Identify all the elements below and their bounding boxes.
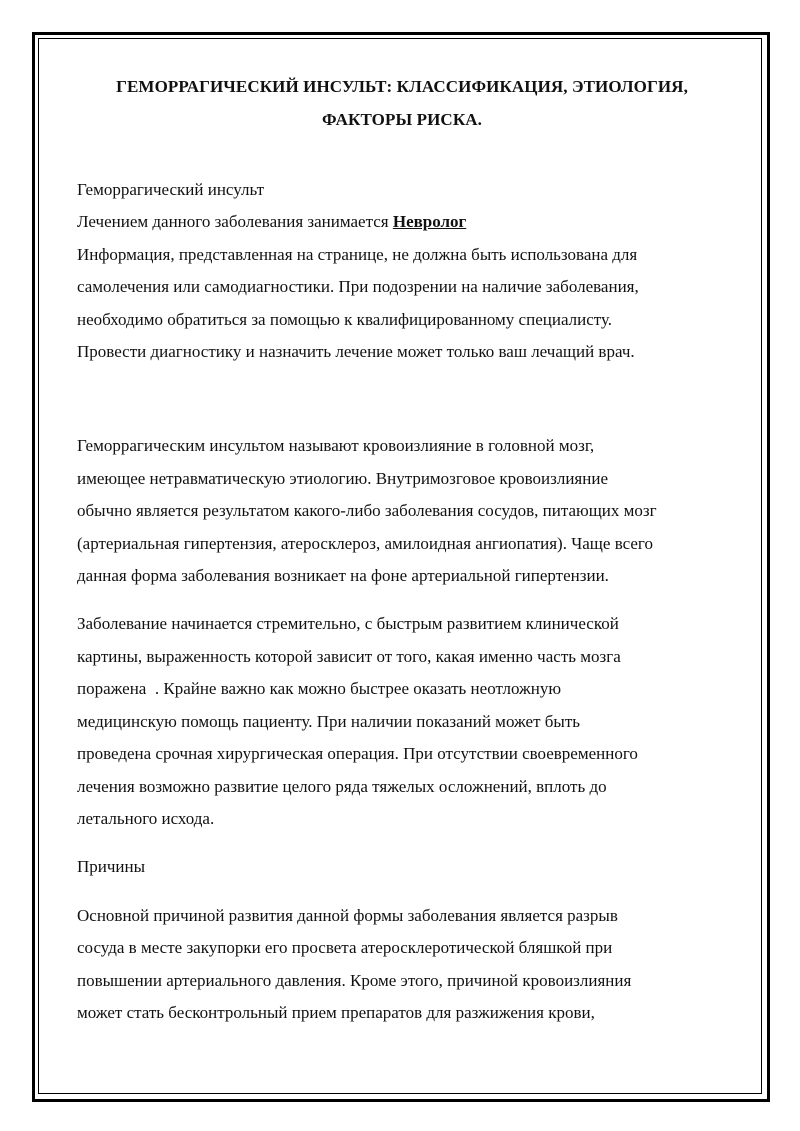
disclaimer-line: Информация, представленная на странице, не должна быть использована для [77, 244, 638, 264]
spacer [77, 368, 727, 430]
causes-heading: Причины [77, 857, 146, 877]
specialist-line [77, 206, 727, 238]
text-line: Геморрагическим инсультом называют кровоизлияние в головной мозг, [77, 436, 595, 456]
text-line: Заболевание начинается стремительно, с быстрым развитием клинической [77, 614, 619, 634]
disclaimer-line: самолечения или самодиагностики. При подозрении на наличие заболевания, [77, 277, 639, 297]
text-line: поражена . Крайне важно как можно быстрее оказать неотложную [77, 679, 562, 699]
specialist-link[interactable]: Невролог [392, 212, 467, 232]
text-line: летального исхода. [77, 808, 215, 828]
paragraph-onset [77, 608, 727, 835]
title-line-1: ГЕМОРРАГИЧЕСКИЙ ИНСУЛЬТ: КЛАССИФИКАЦИЯ, ЭТИОЛОГИЯ, [116, 77, 688, 96]
document-title [77, 70, 727, 136]
intro-block [77, 174, 727, 368]
text-line: данная форма заболевания возникает на фоне артериальной гипертензии. [77, 566, 609, 586]
text-line: лечения возможно развитие целого ряда тяжелых осложнений, вплоть до [77, 776, 607, 796]
text-line: проведена срочная хирургическая операция. При отсутствии своевременного [77, 744, 638, 764]
text-line: повышении артериального давления. Кроме этого, причиной кровоизлияния [77, 970, 632, 990]
specialist-prefix: Лечением данного заболевания занимается [77, 212, 393, 232]
text-line: может стать бесконтрольный прием препаратов для разжижения крови, [77, 1002, 595, 1022]
intro-heading: Геморрагический инсульт [77, 180, 265, 199]
title-line-2: ФАКТОРЫ РИСКА. [322, 110, 482, 129]
disclaimer-line: Провести диагностику и назначить лечение может только ваш лечащий врач. [77, 342, 635, 362]
spacer [77, 835, 727, 851]
text-line: имеющее нетравматическую этиологию. Внутримозговое кровоизлияние [77, 468, 608, 488]
disclaimer-line: необходимо обратиться за помощью к квалифицированному специалисту. [77, 309, 613, 329]
spacer [77, 884, 727, 900]
paragraph-definition [77, 430, 727, 592]
document-body [77, 70, 727, 1029]
section-heading-causes [77, 851, 727, 883]
paragraph-causes [77, 900, 727, 1030]
text-line: (артериальная гипертензия, атеросклероз, амилоидная ангиопатия). Чаще всего [77, 533, 653, 553]
text-line: медицинскую помощь пациенту. При наличии показаний может быть [77, 711, 581, 731]
text-line: Основной причиной развития данной формы заболевания является разрыв [77, 905, 618, 925]
text-line: сосуда в месте закупорки его просвета атеросклеротической бляшкой при [77, 938, 613, 958]
text-line: картины, выраженность которой зависит от того, какая именно часть мозга [77, 646, 621, 666]
spacer [77, 592, 727, 608]
text-line: обычно является результатом какого-либо заболевания сосудов, питающих мозг [77, 501, 657, 521]
